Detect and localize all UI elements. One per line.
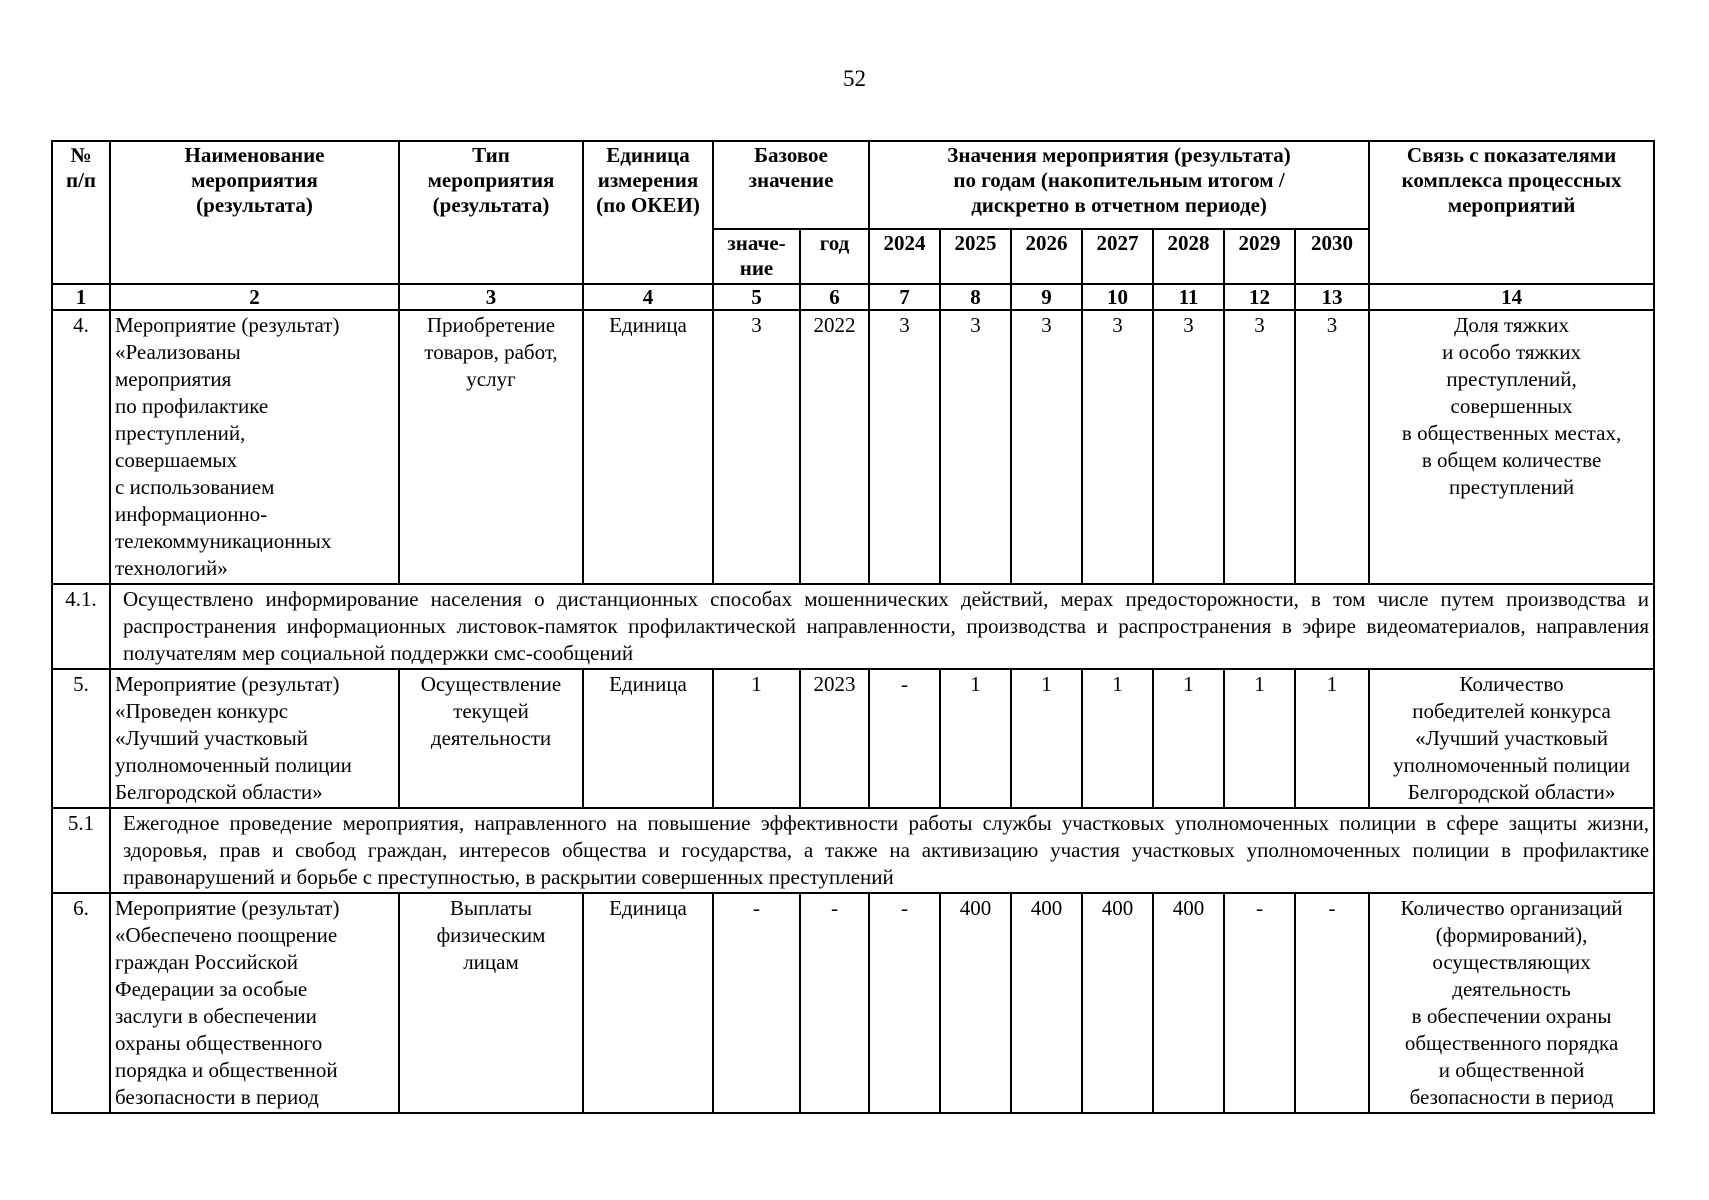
column-number: 5 [713,284,800,310]
row-name: Мероприятие (результат) «Обеспечено поощрение граждан Российской Федерации за особые заслуги в обеспечении охраны общественного порядка и общественной безопасности в период [110,893,399,1113]
table-row [52,310,1654,584]
row-year-value: 3 [1011,310,1082,584]
row-year-value: 1 [940,669,1011,808]
row-num: 6. [52,893,110,1113]
column-number: 8 [940,284,1011,310]
row-base-value: - [713,893,800,1113]
table-row [52,808,1654,893]
row-base-value: 3 [713,310,800,584]
column-number: 13 [1295,284,1369,310]
header-type: Тип мероприятия (результата) [399,141,583,284]
row-year-value: 400 [1082,893,1153,1113]
row-year-value: 3 [940,310,1011,584]
row-year-value: 1 [1295,669,1369,808]
header-year: 2030 [1295,229,1369,284]
column-number: 4 [583,284,713,310]
activities-table [51,140,1655,1114]
column-number: 11 [1153,284,1224,310]
row-type: Приобретение товаров, работ, услуг [399,310,583,584]
header-link: Связь с показателями комплекса процессных мероприятий [1369,141,1654,284]
header-year: 2029 [1224,229,1295,284]
column-number: 3 [399,284,583,310]
row-link: Доля тяжких и особо тяжких преступлений, совершенных в общественных местах, в общем количестве преступлений [1369,310,1654,584]
row-year-value: - [1295,893,1369,1113]
row-base-year: - [800,893,869,1113]
page-number: 52 [843,66,866,91]
row-year-value: - [1224,893,1295,1113]
column-number: 12 [1224,284,1295,310]
table-row [52,584,1654,669]
row-year-value: - [869,669,940,808]
header-year: 2028 [1153,229,1224,284]
header-year: 2025 [940,229,1011,284]
row-year-value: 1 [1153,669,1224,808]
header-base-value: значе- ние [713,229,800,284]
row-year-value: 400 [1153,893,1224,1113]
row-year-value: 3 [1295,310,1369,584]
row-unit: Единица [583,893,713,1113]
row-type: Выплаты физическим лицам [399,893,583,1113]
row-link: Количество организаций (формирований), осуществляющих деятельность в обеспечении охраны общественного порядка и общественной безопасности в период [1369,893,1654,1113]
row-year-value: 3 [869,310,940,584]
column-numbers-row [52,284,1654,310]
row-unit: Единица [583,669,713,808]
header-year: 2027 [1082,229,1153,284]
row-base-value: 1 [713,669,800,808]
table-row [52,893,1654,1113]
row-description: Осуществлено информирование населения о дистанционных способах мошеннических действий, мерах предосторожности, в том числе путем производства и распространения информационных листовок-памяток профилактической направленности, производства и распространения в эфире видеоматериалов, направления получателям мер социальной поддержки смс-сообщений [110,584,1654,669]
table-row [52,669,1654,808]
column-number: 2 [110,284,399,310]
table-header [52,141,1654,284]
row-num: 5. [52,669,110,808]
column-number: 6 [800,284,869,310]
row-year-value: 3 [1082,310,1153,584]
row-description: Ежегодное проведение мероприятия, направленного на повышение эффективности работы службы участковых уполномоченных полиции в сфере защиты жизни, здоровья, прав и свобод граждан, интересов общества и государства, а также на активизацию участия участковых уполномоченных полиции в профилактике правонарушений и борьбе с преступностью, в раскрытии совершенных преступлений [110,808,1654,893]
header-name: Наименование мероприятия (результата) [110,141,399,284]
column-number: 1 [52,284,110,310]
header-base-year: год [800,229,869,284]
row-type: Осуществление текущей деятельности [399,669,583,808]
column-number: 10 [1082,284,1153,310]
header-year: 2024 [869,229,940,284]
row-year-value: 1 [1011,669,1082,808]
row-num: 5.1 [52,808,110,893]
row-base-year: 2023 [800,669,869,808]
header-unit: Единица измерения (по ОКЕИ) [583,141,713,284]
row-link: Количество победителей конкурса «Лучший участковый уполномоченный полиции Белгородской области» [1369,669,1654,808]
row-base-year: 2022 [800,310,869,584]
row-num: 4.1. [52,584,110,669]
row-year-value: 400 [940,893,1011,1113]
header-base: Базовое значение [713,141,869,229]
header-by-years: Значения мероприятия (результата) по годам (накопительным итогом / дискретно в отчетном периоде) [869,141,1369,229]
row-num: 4. [52,310,110,584]
row-year-value: 1 [1082,669,1153,808]
row-year-value: - [869,893,940,1113]
row-year-value: 400 [1011,893,1082,1113]
header-num: № п/п [52,141,110,284]
row-name: Мероприятие (результат) «Реализованы мероприятия по профилактике преступлений, совершаемых с использованием информационно- телекоммуникационных технологий» [110,310,399,584]
row-year-value: 3 [1153,310,1224,584]
row-year-value: 3 [1224,310,1295,584]
column-number: 14 [1369,284,1654,310]
row-unit: Единица [583,310,713,584]
row-name: Мероприятие (результат) «Проведен конкурс «Лучший участковый уполномоченный полиции Белгородской области» [110,669,399,808]
column-number: 9 [1011,284,1082,310]
column-number: 7 [869,284,940,310]
header-year: 2026 [1011,229,1082,284]
row-year-value: 1 [1224,669,1295,808]
